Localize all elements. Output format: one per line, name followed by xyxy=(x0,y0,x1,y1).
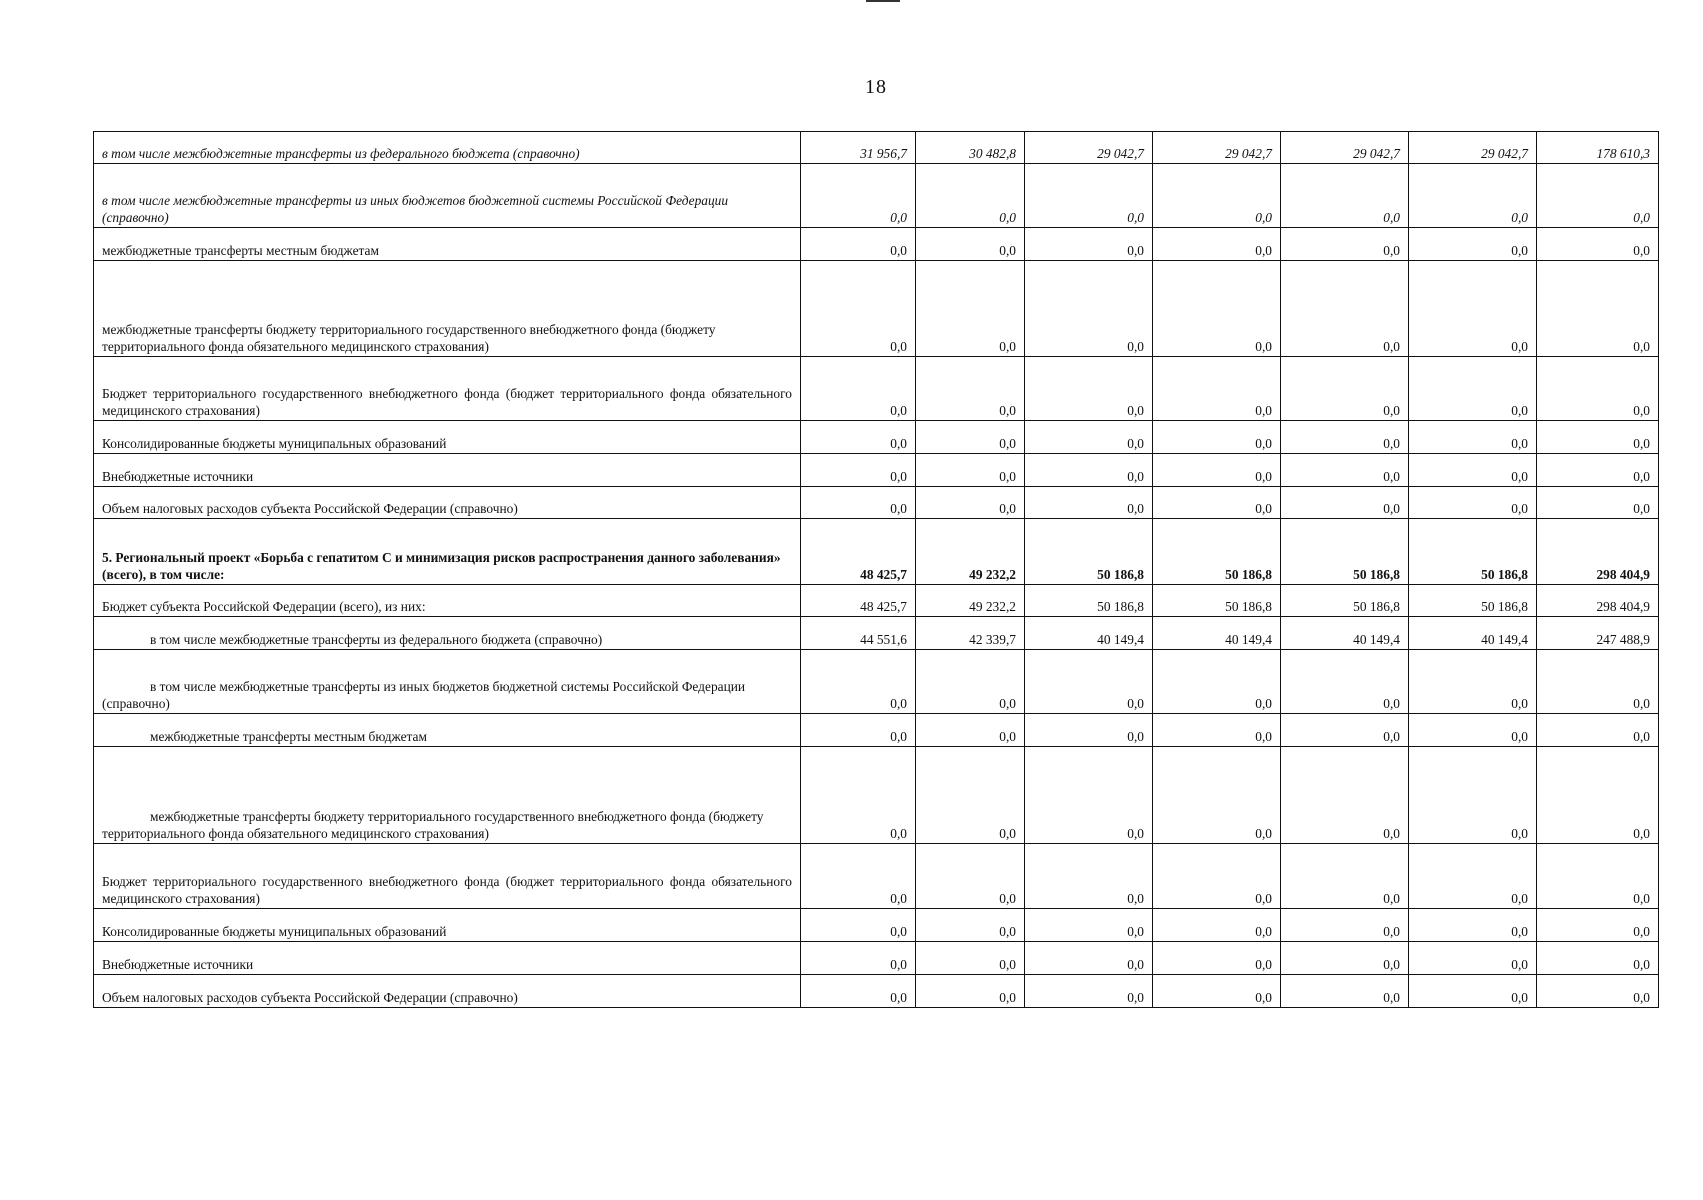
value-cell: 0,0 xyxy=(1281,454,1409,487)
row-label: в том числе межбюджетные трансферты из иных бюджетов бюджетной системы Российской Федерации (справочно) xyxy=(94,164,801,228)
value-cell: 0,0 xyxy=(916,909,1025,942)
table-row xyxy=(94,519,1659,585)
table-row xyxy=(94,909,1659,942)
table-row xyxy=(94,747,1659,844)
value-cell: 0,0 xyxy=(916,747,1025,844)
value-cell: 29 042,7 xyxy=(1281,132,1409,164)
value-cell: 0,0 xyxy=(916,357,1025,421)
value-cell: 0,0 xyxy=(1153,357,1281,421)
value-cell: 0,0 xyxy=(916,844,1025,909)
row-label: в том числе межбюджетные трансферты из федерального бюджета (справочно) xyxy=(94,617,801,650)
table-row xyxy=(94,228,1659,261)
row-label: Объем налоговых расходов субъекта Российской Федерации (справочно) xyxy=(94,487,801,519)
value-cell: 0,0 xyxy=(1025,487,1153,519)
table-row xyxy=(94,357,1659,421)
table-row xyxy=(94,650,1659,714)
row-label: Консолидированные бюджеты муниципальных образований xyxy=(94,909,801,942)
value-cell: 0,0 xyxy=(801,421,916,454)
row-label: Бюджет территориального государственного внебюджетного фонда (бюджет территориального фонда обязательного медицинского страхования) xyxy=(94,357,801,421)
value-cell: 0,0 xyxy=(1281,261,1409,357)
value-cell: 48 425,7 xyxy=(801,519,916,585)
value-cell: 0,0 xyxy=(1537,164,1659,228)
value-cell: 0,0 xyxy=(1281,164,1409,228)
value-cell: 0,0 xyxy=(1153,164,1281,228)
value-cell: 29 042,7 xyxy=(1409,132,1537,164)
value-cell: 0,0 xyxy=(1409,909,1537,942)
value-cell: 0,0 xyxy=(1153,975,1281,1008)
value-cell: 0,0 xyxy=(1281,421,1409,454)
value-cell: 0,0 xyxy=(1025,164,1153,228)
value-cell: 0,0 xyxy=(1025,261,1153,357)
budget-table xyxy=(93,131,1659,1008)
value-cell: 0,0 xyxy=(1025,844,1153,909)
value-cell: 0,0 xyxy=(1153,261,1281,357)
value-cell: 0,0 xyxy=(1409,487,1537,519)
table-row xyxy=(94,585,1659,617)
row-label: межбюджетные трансферты бюджету территориального государственного внебюджетного фонда (бюджету территориального фонда обязательного медицинского страхования) xyxy=(94,261,801,357)
value-cell: 178 610,3 xyxy=(1537,132,1659,164)
value-cell: 0,0 xyxy=(1153,421,1281,454)
value-cell: 31 956,7 xyxy=(801,132,916,164)
table-row xyxy=(94,942,1659,975)
value-cell: 50 186,8 xyxy=(1025,519,1153,585)
value-cell: 0,0 xyxy=(1281,650,1409,714)
value-cell: 0,0 xyxy=(1153,942,1281,975)
value-cell: 0,0 xyxy=(1281,357,1409,421)
value-cell: 0,0 xyxy=(801,164,916,228)
value-cell: 40 149,4 xyxy=(1153,617,1281,650)
value-cell: 0,0 xyxy=(801,747,916,844)
value-cell: 0,0 xyxy=(1025,909,1153,942)
value-cell: 0,0 xyxy=(1409,747,1537,844)
value-cell: 0,0 xyxy=(1025,454,1153,487)
row-label: Внебюджетные источники xyxy=(94,942,801,975)
value-cell: 0,0 xyxy=(1281,487,1409,519)
value-cell: 0,0 xyxy=(801,454,916,487)
value-cell: 0,0 xyxy=(801,909,916,942)
value-cell: 0,0 xyxy=(1537,909,1659,942)
value-cell: 0,0 xyxy=(1537,261,1659,357)
value-cell: 0,0 xyxy=(1409,942,1537,975)
table-row xyxy=(94,975,1659,1008)
value-cell: 0,0 xyxy=(1537,975,1659,1008)
table-row xyxy=(94,714,1659,747)
value-cell: 0,0 xyxy=(1025,942,1153,975)
value-cell: 50 186,8 xyxy=(1409,519,1537,585)
value-cell: 0,0 xyxy=(801,261,916,357)
value-cell: 0,0 xyxy=(1537,357,1659,421)
row-label: Консолидированные бюджеты муниципальных образований xyxy=(94,421,801,454)
value-cell: 0,0 xyxy=(1153,844,1281,909)
row-label: межбюджетные трансферты бюджету территориального государственного внебюджетного фонда (бюджету территориального фонда обязательного медицинского страхования) xyxy=(94,747,801,844)
value-cell: 0,0 xyxy=(916,487,1025,519)
value-cell: 44 551,6 xyxy=(801,617,916,650)
table-row xyxy=(94,617,1659,650)
table-row xyxy=(94,421,1659,454)
row-label: Объем налоговых расходов субъекта Российской Федерации (справочно) xyxy=(94,975,801,1008)
value-cell: 50 186,8 xyxy=(1281,519,1409,585)
value-cell: 0,0 xyxy=(916,650,1025,714)
value-cell: 50 186,8 xyxy=(1281,585,1409,617)
value-cell: 40 149,4 xyxy=(1409,617,1537,650)
row-label: в том числе межбюджетные трансферты из иных бюджетов бюджетной системы Российской Федерации (справочно) xyxy=(94,650,801,714)
value-cell: 0,0 xyxy=(801,942,916,975)
value-cell: 0,0 xyxy=(1025,650,1153,714)
value-cell: 0,0 xyxy=(1537,421,1659,454)
table-row xyxy=(94,454,1659,487)
value-cell: 0,0 xyxy=(916,454,1025,487)
table-row xyxy=(94,164,1659,228)
value-cell: 0,0 xyxy=(1153,228,1281,261)
row-label: межбюджетные трансферты местным бюджетам xyxy=(94,714,801,747)
value-cell: 0,0 xyxy=(1409,228,1537,261)
value-cell: 0,0 xyxy=(801,487,916,519)
value-cell: 30 482,8 xyxy=(916,132,1025,164)
value-cell: 0,0 xyxy=(1537,650,1659,714)
value-cell: 0,0 xyxy=(801,975,916,1008)
value-cell: 0,0 xyxy=(1537,942,1659,975)
value-cell: 0,0 xyxy=(1409,164,1537,228)
row-label: Бюджет территориального государственного внебюджетного фонда (бюджет территориального фонда обязательного медицинского страхования) xyxy=(94,844,801,909)
value-cell: 0,0 xyxy=(801,357,916,421)
value-cell: 0,0 xyxy=(916,714,1025,747)
value-cell: 0,0 xyxy=(1537,454,1659,487)
value-cell: 0,0 xyxy=(1025,975,1153,1008)
value-cell: 0,0 xyxy=(1281,909,1409,942)
value-cell: 40 149,4 xyxy=(1025,617,1153,650)
value-cell: 0,0 xyxy=(1153,487,1281,519)
row-label: Бюджет субъекта Российской Федерации (всего), из них: xyxy=(94,585,801,617)
page-number: 18 xyxy=(865,76,887,98)
value-cell: 0,0 xyxy=(916,261,1025,357)
value-cell: 0,0 xyxy=(1281,942,1409,975)
value-cell: 0,0 xyxy=(1153,909,1281,942)
value-cell: 50 186,8 xyxy=(1025,585,1153,617)
value-cell: 0,0 xyxy=(1281,228,1409,261)
value-cell: 0,0 xyxy=(1153,747,1281,844)
value-cell: 0,0 xyxy=(1153,714,1281,747)
table-row xyxy=(94,132,1659,164)
value-cell: 40 149,4 xyxy=(1281,617,1409,650)
value-cell: 42 339,7 xyxy=(916,617,1025,650)
value-cell: 0,0 xyxy=(1409,714,1537,747)
row-label: Внебюджетные источники xyxy=(94,454,801,487)
value-cell: 0,0 xyxy=(1409,844,1537,909)
value-cell: 29 042,7 xyxy=(1153,132,1281,164)
value-cell: 247 488,9 xyxy=(1537,617,1659,650)
value-cell: 0,0 xyxy=(916,228,1025,261)
value-cell: 0,0 xyxy=(1025,421,1153,454)
value-cell: 0,0 xyxy=(1025,357,1153,421)
value-cell: 298 404,9 xyxy=(1537,519,1659,585)
value-cell: 0,0 xyxy=(1281,975,1409,1008)
value-cell: 0,0 xyxy=(916,164,1025,228)
table-row xyxy=(94,487,1659,519)
value-cell: 0,0 xyxy=(801,844,916,909)
value-cell: 49 232,2 xyxy=(916,519,1025,585)
value-cell: 0,0 xyxy=(801,228,916,261)
value-cell: 0,0 xyxy=(1281,844,1409,909)
value-cell: 0,0 xyxy=(1537,747,1659,844)
value-cell: 0,0 xyxy=(1409,975,1537,1008)
value-cell: 0,0 xyxy=(1409,421,1537,454)
row-label: межбюджетные трансферты местным бюджетам xyxy=(94,228,801,261)
table-row xyxy=(94,844,1659,909)
value-cell: 0,0 xyxy=(1409,261,1537,357)
value-cell: 0,0 xyxy=(1281,714,1409,747)
value-cell: 0,0 xyxy=(801,714,916,747)
top-edge-mark xyxy=(866,0,900,2)
value-cell: 0,0 xyxy=(1025,747,1153,844)
value-cell: 0,0 xyxy=(801,650,916,714)
value-cell: 29 042,7 xyxy=(1025,132,1153,164)
value-cell: 48 425,7 xyxy=(801,585,916,617)
value-cell: 298 404,9 xyxy=(1537,585,1659,617)
value-cell: 0,0 xyxy=(1537,714,1659,747)
value-cell: 0,0 xyxy=(1025,714,1153,747)
value-cell: 50 186,8 xyxy=(1153,519,1281,585)
value-cell: 0,0 xyxy=(1537,487,1659,519)
value-cell: 50 186,8 xyxy=(1409,585,1537,617)
value-cell: 0,0 xyxy=(916,421,1025,454)
value-cell: 0,0 xyxy=(1025,228,1153,261)
value-cell: 0,0 xyxy=(1153,454,1281,487)
value-cell: 0,0 xyxy=(1153,650,1281,714)
value-cell: 0,0 xyxy=(1537,228,1659,261)
value-cell: 0,0 xyxy=(916,942,1025,975)
value-cell: 0,0 xyxy=(1409,357,1537,421)
section-title: 5. Региональный проект «Борьба с гепатитом С и минимизация рисков распространения данного заболевания» (всего), в том числе: xyxy=(94,519,801,585)
value-cell: 0,0 xyxy=(1537,844,1659,909)
value-cell: 0,0 xyxy=(916,975,1025,1008)
value-cell: 49 232,2 xyxy=(916,585,1025,617)
value-cell: 50 186,8 xyxy=(1153,585,1281,617)
value-cell: 0,0 xyxy=(1281,747,1409,844)
row-label: в том числе межбюджетные трансферты из федерального бюджета (справочно) xyxy=(94,132,801,164)
value-cell: 0,0 xyxy=(1409,454,1537,487)
value-cell: 0,0 xyxy=(1409,650,1537,714)
table-row xyxy=(94,261,1659,357)
